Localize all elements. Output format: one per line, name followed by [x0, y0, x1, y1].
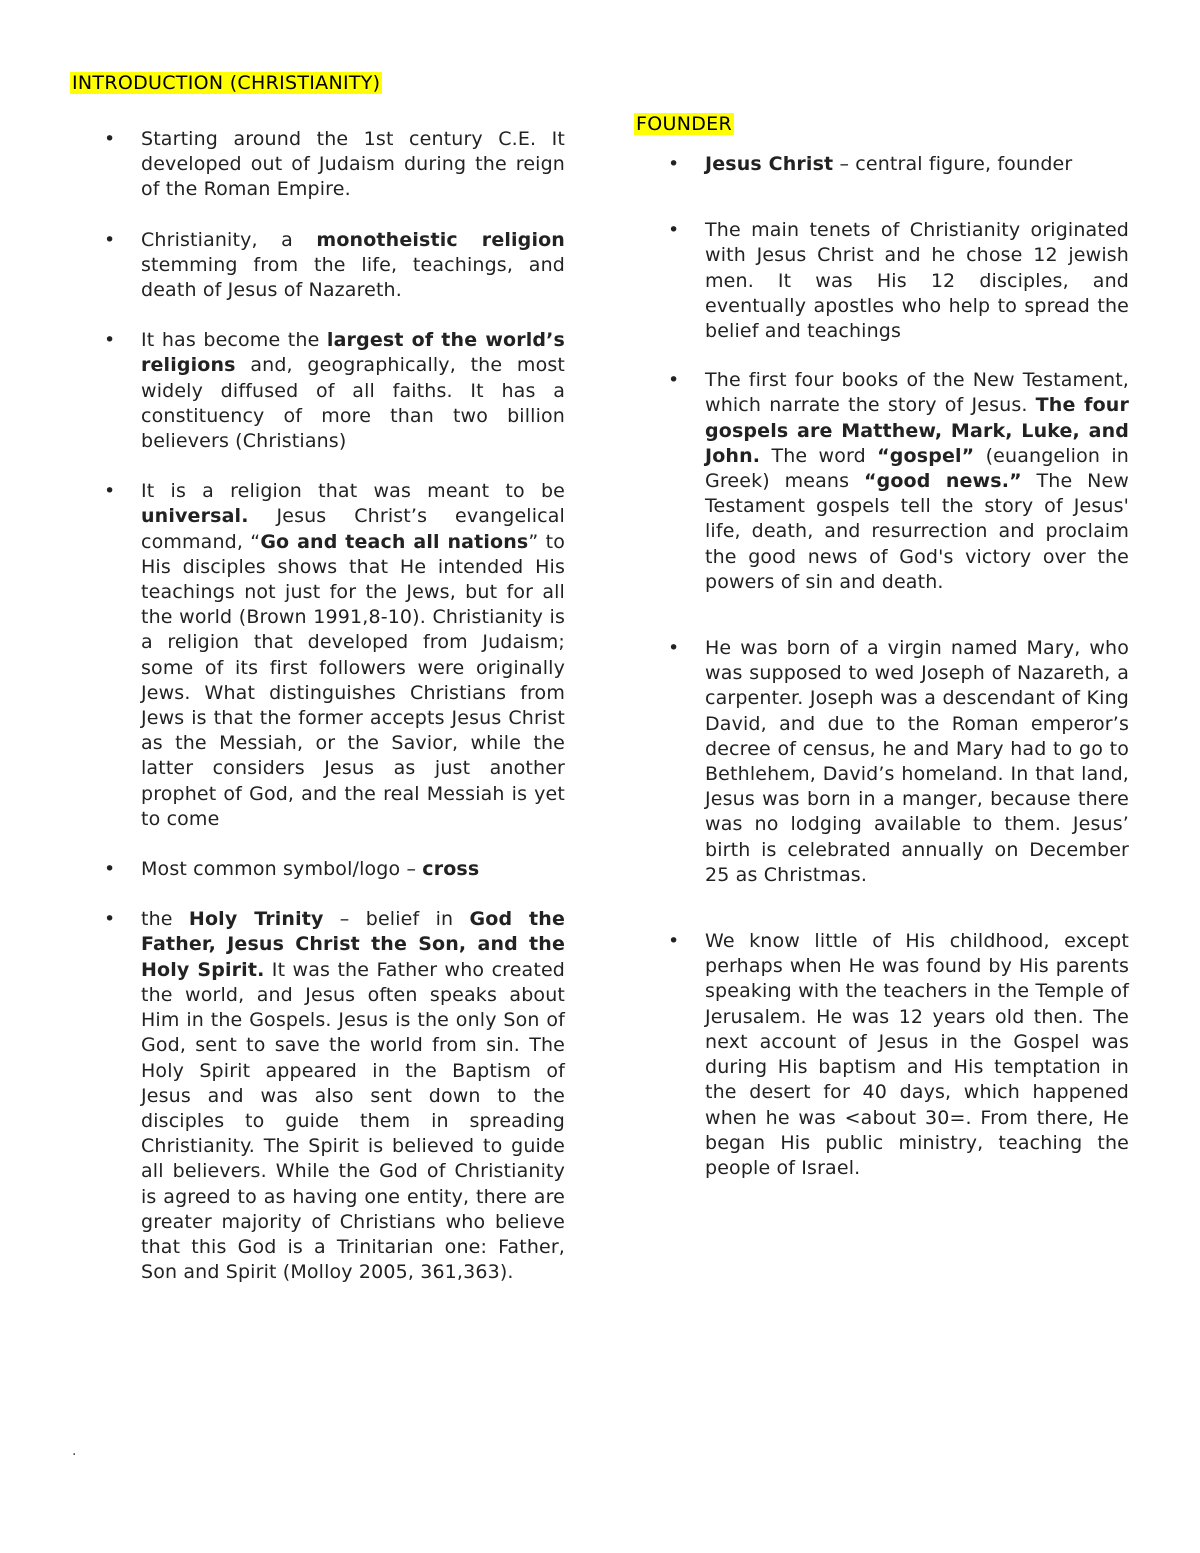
text-segment: The main tenets of Christianity originated with Jesus Christ and he chose 12 jewish men. It was His 12 disciples, and eventually apostles who help to spread the belief and teachings	[705, 219, 1129, 343]
bold-text: God the Father, Jesus Christ the Son, and the Holy Spirit.	[141, 908, 565, 981]
list-item	[70, 127, 565, 203]
text-segment: (euangelion in Greek) means	[705, 444, 1129, 493]
text-segment: Most common symbol/logo –	[141, 858, 423, 881]
list-item	[634, 929, 1129, 1181]
footer-mark: .	[72, 1443, 77, 1459]
text-segment: It is a religion that was meant to be	[141, 480, 565, 503]
bold-text: largest of the world’s religions	[141, 329, 565, 377]
founder-heading: FOUNDER	[636, 113, 732, 135]
list-item	[70, 228, 565, 304]
founder-list	[634, 152, 1129, 1181]
bold-text: “gospel”	[877, 444, 975, 467]
text-segment: It has become the	[141, 329, 327, 352]
text-segment: Jesus Christ’s evangelical command, “	[141, 505, 565, 553]
introduction-list	[70, 127, 565, 1310]
list-item	[70, 857, 565, 882]
bold-text: Go and teach all nations	[260, 530, 529, 553]
list-item	[70, 479, 565, 832]
text-segment: Starting around the 1st century C.E. It developed out of Judaism during the reign of the Roman Empire.	[141, 128, 565, 201]
list-item	[634, 152, 1129, 177]
bold-text: Holy Trinity	[188, 908, 324, 931]
bold-text: The four gospels are Matthew, Mark, Luke, and John.	[705, 394, 1129, 467]
list-item	[634, 218, 1129, 344]
list-item	[634, 368, 1129, 595]
list-item	[634, 636, 1129, 888]
text-segment: the	[141, 908, 189, 931]
text-segment: – belief in	[323, 908, 470, 931]
text-segment: The New Testament gospels tell the story of Jesus' life, death, and resurrection and proclaim the good news of God's victory over the powers of sin and death.	[705, 470, 1129, 593]
bold-text: Jesus Christ	[705, 153, 834, 175]
bold-text: cross	[422, 858, 480, 881]
text-segment: It was the Father who created the world, and Jesus often speaks about Him in the Gospels. Jesus is the only Son of God, sent to save the world from sin. The Holy Spirit appeared in the Baptism of Jesus and was also sent down to the disciples to guide them in spreading Christianity. The Spirit is believed to guide all believers. While the God of Christianity is agreed to as having one entity, there are greater majority of Christians who believe that this God is a Trinitarian one: Father, Son and Spirit (Molloy 2005, 361,363).	[141, 958, 566, 1284]
list-item	[70, 907, 565, 1285]
list-item	[70, 328, 565, 454]
introduction-heading: INTRODUCTION (CHRISTIANITY)	[72, 72, 381, 94]
text-segment: The word	[760, 444, 878, 467]
text-segment: and, geographically, the most widely diffused of all faiths. It has a constituency of more than two billion believers (Christians)	[141, 354, 565, 453]
bold-text: “good news.”	[863, 470, 1022, 493]
text-segment: – central figure, founder	[833, 153, 1073, 175]
text-segment: The first four books of the New Testament, which narrate the story of Jesus.	[705, 369, 1129, 417]
bold-text: universal.	[141, 505, 249, 528]
text-segment: stemming from the life, teachings, and death of Jesus of Nazareth.	[141, 253, 565, 302]
bold-text: monotheistic religion	[316, 228, 565, 251]
text-segment: ” to His disciples shows that He intended His teachings not just for the Jews, but for all the world (Brown 1991,8-10). Christianity is a religion that developed from Judaism; some of its first followers were originally Jews. What distinguishes Christians from Jews is that the former accepts Jesus Christ as the Messiah, or the Savior, while the latter considers Jesus as just another prophet of God, and the real Messiah is yet to come	[141, 530, 566, 830]
text-segment: Christianity, a	[141, 228, 317, 251]
text-segment: He was born of a virgin named Mary, who was supposed to wed Joseph of Nazareth, a carpenter. Joseph was a descendant of King David, and due to the Roman emperor’s decree of census, he and Mary had to go to Bethlehem, David’s homeland. In that land, Jesus was born in a manger, because there was no lodging available to them. Jesus’ birth is celebrated annually on December 25 as Christmas.	[705, 637, 1129, 886]
text-segment: We know little of His childhood, except perhaps when He was found by His parents speaking with the teachers in the Temple of Jerusalem. He was 12 years old then. The next account of Jesus in the Gospel was during His baptism and His temptation in the desert for 40 days, which happened when he was <about 30=. From there, He began His public ministry, teaching the people of Israel.	[705, 930, 1129, 1179]
